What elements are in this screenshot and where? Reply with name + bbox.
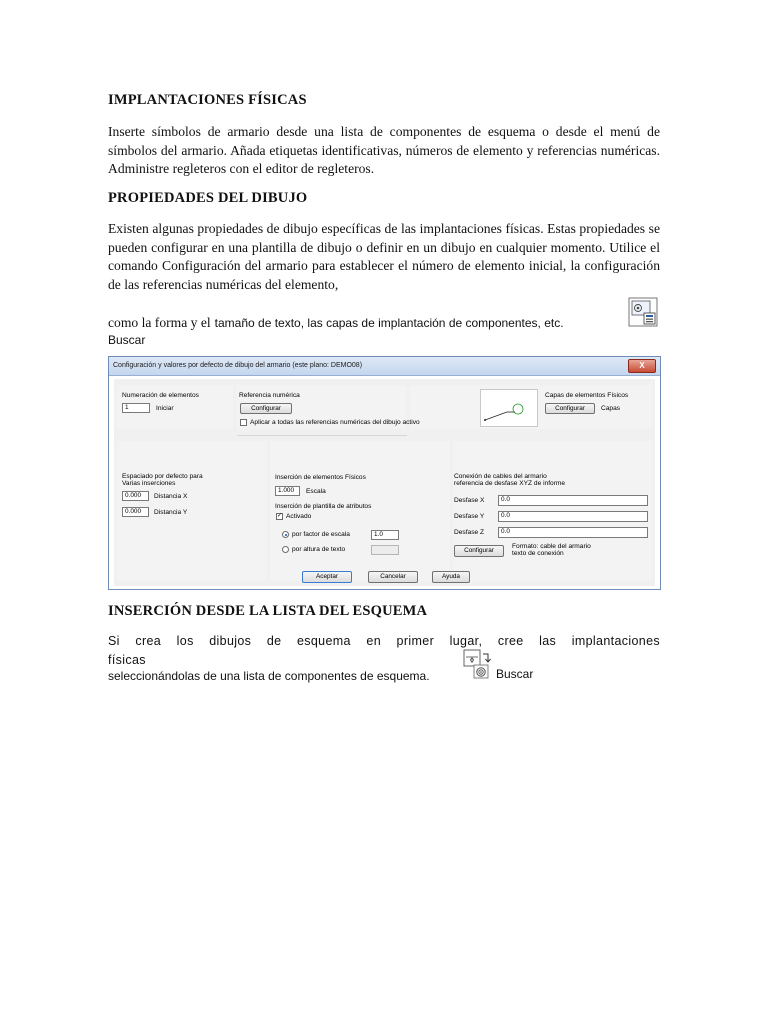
desfase-x-label: Desfase X <box>454 497 485 504</box>
referencia-configurar-button[interactable]: Configurar <box>240 403 292 414</box>
factor-input[interactable]: 1.0 <box>371 530 399 540</box>
group-insercion <box>270 441 450 581</box>
reference-preview <box>480 389 538 427</box>
formato-label-2: texto de conexión <box>512 550 564 557</box>
capas-text: Capas <box>601 405 621 412</box>
formato-label-1: Formato: cable del armario <box>512 543 591 550</box>
capas-label: Capas de elementos Físicos <box>545 392 629 399</box>
distancia-y-label: Distancia Y <box>154 509 188 516</box>
cancelar-button[interactable]: Cancelar <box>368 571 418 583</box>
schematic-list-insert-icon[interactable] <box>462 648 494 680</box>
espaciado-label-1: Espaciado por defecto para <box>122 473 203 480</box>
conexion-label-2: referencia de desfase XYZ de informe <box>454 480 566 487</box>
reference-preview-graphic <box>481 390 537 426</box>
paragraph-propiedades-cont <box>108 314 564 332</box>
altura-radio[interactable] <box>282 546 289 553</box>
text-tamano: tamaño de texto, las capas de implantación de componentes, etc. <box>214 316 564 330</box>
activado-checkbox[interactable]: ✓ <box>277 513 283 519</box>
distancia-x-label: Distancia X <box>154 493 188 500</box>
aplicar-label: Aplicar a todas las referencias numéricas del dibujo activo <box>250 419 420 426</box>
desfase-z-label: Desfase Z <box>454 529 485 536</box>
desfase-z-input[interactable]: 0.0 <box>498 527 648 538</box>
search-link-2[interactable]: Buscar <box>496 667 534 681</box>
divider <box>237 435 407 436</box>
numeracion-label: Numeración de elementos <box>122 392 199 399</box>
paragraph-propiedades: Existen algunas propiedades de dibujo específicas de las implantaciones físicas. Estas propiedades se pueden configurar en una plantilla de dibujo o definir en un dibujo en cualquier momento. Utilice el comando Configuración del armario para establecer el número de elemento inicial, la configuración de las referencias numéricas del elemento, <box>108 221 660 293</box>
ayuda-button[interactable]: Ayuda <box>432 571 470 583</box>
insercion-label: Inserción de elementos Físicos <box>275 474 366 481</box>
distancia-x-input[interactable]: 0.000 <box>122 491 149 501</box>
cabinet-settings-dialog <box>108 356 661 590</box>
plantilla-label: Inserción de plantilla de atributos <box>275 503 372 510</box>
cabinet-config-icon[interactable] <box>627 296 659 328</box>
aceptar-button[interactable]: Aceptar <box>302 571 352 583</box>
activado-label: Activado <box>286 513 312 520</box>
paragraph-implantaciones: Inserte símbolos de armario desde una lista de componentes de esquema o desde el menú de símbolos del armario. Añada etiquetas identificativas, números de elemento y referencias numéricas. Administre regleteros con el editor de regleteros. <box>108 124 660 177</box>
conexion-label-1: Conexión de cables del armario <box>454 473 547 480</box>
heading-propiedades: PROPIEDADES DEL DIBUJO <box>108 190 308 206</box>
conexion-configurar-button[interactable]: Configurar <box>454 545 504 557</box>
paragraph-insercion-cont <box>108 667 430 685</box>
aplicar-checkbox[interactable] <box>240 419 247 426</box>
heading-implantaciones: IMPLANTACIONES FÍSICAS <box>108 92 307 108</box>
dialog-title-bar <box>109 357 660 376</box>
factor-radio[interactable] <box>282 531 289 538</box>
search-link-1[interactable]: Buscar <box>108 333 146 347</box>
capas-configurar-button[interactable]: Configurar <box>545 403 595 414</box>
altura-label: por altura de texto <box>292 546 346 553</box>
text-forma: como la forma y el <box>108 315 211 330</box>
altura-input <box>371 545 399 555</box>
distancia-y-input[interactable]: 0.000 <box>122 507 149 517</box>
referencia-label: Referencia numérica <box>239 392 300 399</box>
escala-label: Escala <box>306 488 326 495</box>
numeracion-input[interactable]: 1 <box>122 403 150 413</box>
close-button[interactable]: X <box>628 359 656 373</box>
dialog-title: Configuración y valores por defecto de dibujo del armario (este plano: DEMO08) <box>113 362 363 369</box>
factor-label: por factor de escala <box>292 531 350 538</box>
desfase-y-input[interactable]: 0.0 <box>498 511 648 522</box>
desfase-y-label: Desfase Y <box>454 513 485 520</box>
paragraph-insercion: Si crea los dibujos de esquema en primer lugar, cree las implantaciones físicas <box>108 634 660 667</box>
dialog-body <box>114 379 655 586</box>
escala-input[interactable]: 1.000 <box>275 486 300 496</box>
espaciado-label-2: Varias inserciones <box>122 480 176 487</box>
text-seleccionandolas: seleccionándolas de una lista de componentes de esquema. <box>108 669 430 683</box>
heading-insercion: INSERCIÓN DESDE LA LISTA DEL ESQUEMA <box>108 603 428 619</box>
desfase-x-input[interactable]: 0.0 <box>498 495 648 506</box>
iniciar-label[interactable]: Iniciar <box>156 405 174 412</box>
